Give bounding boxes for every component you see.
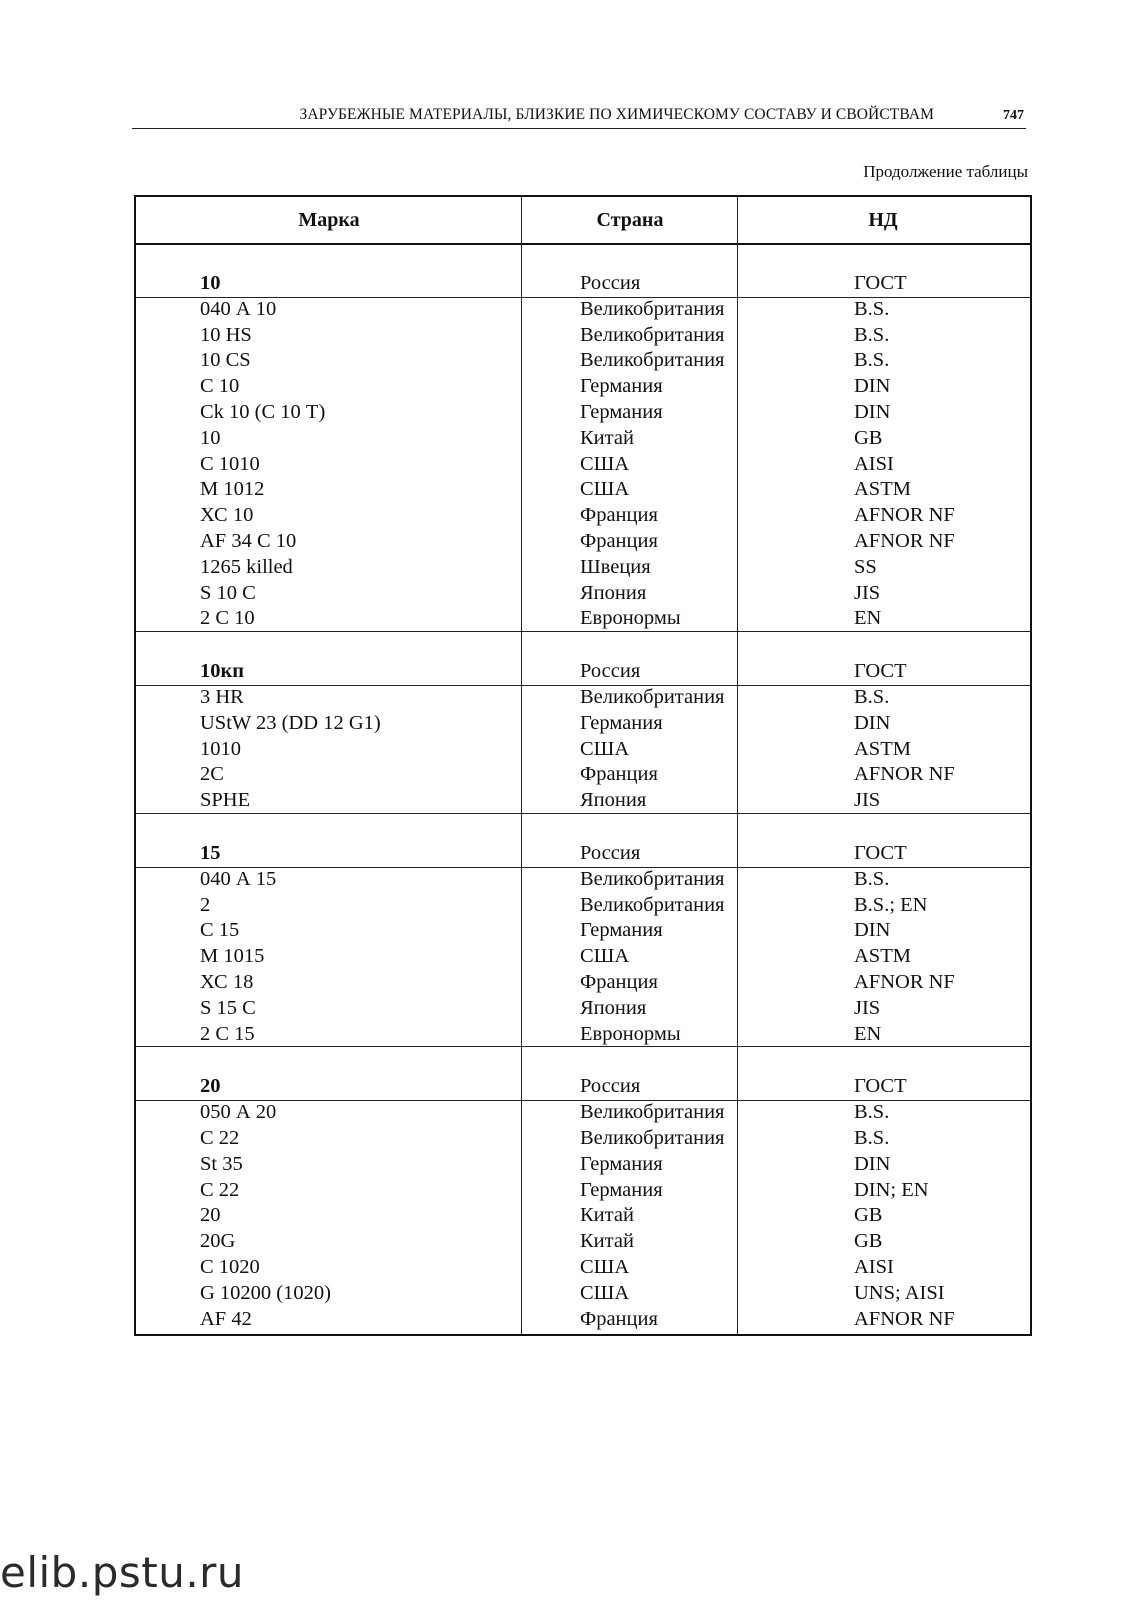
table-row	[136, 502, 1030, 528]
standard-cell: B.S.	[854, 1101, 890, 1124]
country-cell: Франция	[580, 504, 658, 527]
table-row	[136, 347, 1030, 373]
standard-cell: B.S.	[854, 349, 890, 372]
table-row	[136, 736, 1030, 762]
table-row	[136, 684, 1030, 710]
grade-cell: 10 CS	[200, 349, 251, 372]
country-cell: Великобритания	[580, 1127, 725, 1149]
country-cell: Великобритания	[580, 349, 725, 372]
standard-cell: DIN	[854, 375, 891, 398]
country-cell: США	[580, 478, 630, 501]
standard-cell: ГОСТ	[854, 1075, 907, 1098]
grade-cell: 10	[200, 272, 221, 294]
group-header-row	[136, 270, 1030, 296]
country-cell: Россия	[580, 842, 641, 864]
table-row	[136, 580, 1030, 606]
table-row	[136, 710, 1030, 736]
table-row	[136, 425, 1030, 451]
country-cell: Япония	[580, 581, 647, 604]
table-row	[136, 1177, 1030, 1203]
country-cell: Россия	[580, 272, 641, 294]
country-cell: Великобритания	[580, 867, 725, 890]
grades-table	[134, 195, 1032, 1336]
country-cell: США	[580, 1256, 630, 1278]
standard-cell: GB	[854, 1230, 883, 1253]
grade-cell: ХС 18	[200, 971, 254, 993]
grade-cell: 040 А 10	[200, 297, 277, 320]
country-cell: Китай	[580, 1230, 634, 1253]
group-header-row	[136, 1073, 1030, 1099]
table-row	[136, 554, 1030, 580]
table-row	[136, 1151, 1030, 1177]
table-bottom-border	[136, 1334, 1030, 1336]
grade-cell: С 22	[200, 1127, 240, 1149]
standard-cell: JIS	[854, 581, 881, 604]
standard-cell: ASTM	[854, 737, 911, 760]
country-cell: Россия	[580, 1075, 641, 1098]
table-row	[136, 969, 1030, 995]
column-header-grade: Марка	[298, 209, 360, 231]
standard-cell: DIN; EN	[854, 1178, 929, 1201]
country-cell: Япония	[580, 996, 647, 1019]
standard-cell: AFNOR NF	[854, 1307, 955, 1330]
grade-cell: 040 А 15	[200, 867, 277, 890]
standard-cell: DIN	[854, 401, 891, 423]
column-header-country: Страна	[596, 209, 664, 231]
running-header	[132, 104, 1026, 129]
table-row	[136, 995, 1030, 1021]
country-cell: Китай	[580, 1204, 634, 1227]
table-continuation-label: Продолжение таблицы	[863, 162, 1028, 181]
standard-cell: AFNOR NF	[854, 504, 955, 527]
country-cell: Франция	[580, 971, 658, 993]
standard-cell: B.S.	[854, 297, 890, 320]
table-row	[136, 322, 1030, 348]
table-row	[136, 528, 1030, 554]
grade-cell: 10кп	[200, 660, 245, 683]
table-row	[136, 476, 1030, 502]
grade-cell: 20	[200, 1075, 221, 1098]
grade-cell: С 1010	[200, 452, 260, 475]
table-row	[136, 451, 1030, 477]
grade-cell: 1010	[200, 737, 241, 760]
standard-cell: ASTM	[854, 945, 911, 968]
grade-cell: С 10	[200, 375, 240, 398]
table-row	[136, 373, 1030, 399]
standard-cell: UNS; AISI	[854, 1281, 945, 1304]
country-cell: Германия	[580, 711, 663, 734]
table-row	[136, 943, 1030, 969]
grade-cell: 1265 killed	[200, 555, 293, 578]
country-cell: Великобритания	[580, 1101, 725, 1124]
grade-cell: Ck 10 (С 10 Т)	[200, 401, 326, 423]
standard-cell: AFNOR NF	[854, 530, 955, 552]
standard-cell: ГОСТ	[854, 660, 907, 683]
grade-cell: С 22	[200, 1178, 240, 1201]
table-row	[136, 1280, 1030, 1306]
table-row	[136, 399, 1030, 425]
country-cell: Германия	[580, 401, 663, 423]
table-row	[136, 761, 1030, 787]
standard-cell: AISI	[854, 452, 894, 475]
standard-cell: EN	[854, 1022, 882, 1045]
running-header-title: ЗАРУБЕЖНЫЕ МАТЕРИАЛЫ, БЛИЗКИЕ ПО ХИМИЧЕСКОМУ СОСТАВУ И СВОЙСТВАМ	[299, 106, 934, 123]
standard-cell: B.S.	[854, 867, 890, 890]
grade-cell: 20	[200, 1204, 221, 1227]
group-separator	[136, 813, 1030, 814]
standard-cell: ГОСТ	[854, 272, 907, 294]
table-row	[136, 787, 1030, 813]
standard-cell: GB	[854, 1204, 883, 1227]
standard-cell: B.S.; EN	[854, 893, 928, 916]
country-cell: Евронормы	[580, 607, 681, 630]
grade-cell: 10 HS	[200, 323, 252, 346]
grade-cell: ХС 10	[200, 504, 254, 527]
grade-cell: 15	[200, 842, 221, 864]
group-header-row	[136, 840, 1030, 866]
grade-cell: М 1015	[200, 945, 265, 968]
table-header	[136, 195, 1030, 245]
grade-cell: 20G	[200, 1230, 236, 1253]
country-cell: США	[580, 945, 630, 968]
standard-cell: B.S.	[854, 323, 890, 346]
country-cell: Великобритания	[580, 686, 725, 708]
page-number: 747	[1003, 108, 1024, 123]
table-row	[136, 1021, 1030, 1047]
country-cell: США	[580, 1281, 630, 1304]
table-row	[136, 1306, 1030, 1332]
country-cell: Германия	[580, 375, 663, 398]
grade-cell: С 1020	[200, 1256, 260, 1278]
country-cell: Франция	[580, 1307, 658, 1330]
grade-cell: St 35	[200, 1152, 243, 1175]
country-cell: Китай	[580, 426, 634, 449]
group-header-row	[136, 658, 1030, 684]
country-cell: Франция	[580, 763, 658, 786]
grade-cell: С 15	[200, 919, 240, 942]
table-row	[136, 892, 1030, 918]
grade-cell: 2 С 15	[200, 1022, 255, 1045]
grade-cell: 10	[200, 426, 221, 449]
country-cell: Франция	[580, 530, 658, 552]
table-row	[136, 605, 1030, 631]
grade-cell: AF 34 С 10	[200, 530, 297, 552]
grade-cell: 3 HR	[200, 686, 244, 708]
standard-cell: B.S.	[854, 686, 890, 708]
grade-cell: 050 А 20	[200, 1101, 277, 1124]
table-row	[136, 1228, 1030, 1254]
country-cell: Великобритания	[580, 297, 725, 320]
standard-cell: DIN	[854, 1152, 891, 1175]
country-cell: США	[580, 737, 630, 760]
group-separator	[136, 631, 1030, 632]
standard-cell: DIN	[854, 919, 891, 942]
country-cell: США	[580, 452, 630, 475]
standard-cell: EN	[854, 607, 882, 630]
country-cell: Швеция	[580, 555, 651, 578]
grade-cell: AF 42	[200, 1307, 252, 1330]
standard-cell: GB	[854, 426, 883, 449]
table-row	[136, 1254, 1030, 1280]
group-separator	[136, 1046, 1030, 1047]
table-row	[136, 866, 1030, 892]
standard-cell: SS	[854, 555, 877, 578]
standard-cell: B.S.	[854, 1127, 890, 1149]
table-row	[136, 1099, 1030, 1125]
country-cell: Великобритания	[580, 323, 725, 346]
table-row	[136, 1125, 1030, 1151]
standard-cell: AFNOR NF	[854, 971, 955, 993]
standard-cell: ГОСТ	[854, 842, 907, 864]
table-row	[136, 1202, 1030, 1228]
grade-cell: М 1012	[200, 478, 265, 501]
standard-cell: JIS	[854, 789, 881, 812]
standard-cell: AFNOR NF	[854, 763, 955, 786]
country-cell: Евронормы	[580, 1022, 681, 1045]
watermark: elib.pstu.ru	[0, 1548, 245, 1597]
standard-cell: AISI	[854, 1256, 894, 1278]
country-cell: Япония	[580, 789, 647, 812]
grade-cell: UStW 23 (DD 12 G1)	[200, 711, 381, 734]
grade-cell: G 10200 (1020)	[200, 1281, 331, 1304]
country-cell: Великобритания	[580, 893, 725, 916]
standard-cell: JIS	[854, 996, 881, 1019]
table-row	[136, 296, 1030, 322]
country-cell: Германия	[580, 919, 663, 942]
grade-cell: 2 С 10	[200, 607, 255, 630]
country-cell: Россия	[580, 660, 641, 683]
table-row	[136, 917, 1030, 943]
grade-cell: SPHE	[200, 789, 251, 812]
standard-cell: DIN	[854, 711, 891, 734]
column-header-standard: НД	[868, 209, 898, 231]
grade-cell: S 15 С	[200, 996, 256, 1019]
standard-cell: ASTM	[854, 478, 911, 501]
grade-cell: 2C	[200, 763, 224, 786]
country-cell: Германия	[580, 1152, 663, 1175]
country-cell: Германия	[580, 1178, 663, 1201]
grade-cell: 2	[200, 893, 211, 916]
grade-cell: S 10 С	[200, 581, 256, 604]
